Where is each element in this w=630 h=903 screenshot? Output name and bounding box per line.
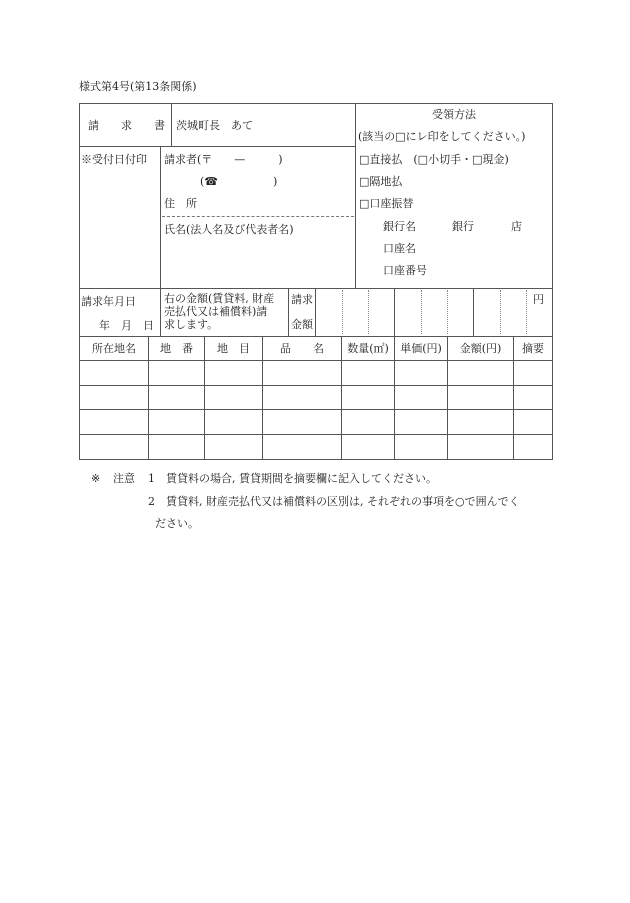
receipt-stamp-label: ※受付日付印 [81, 153, 147, 166]
amount-label-line1: 請求 [291, 293, 313, 306]
option-direct-payment[interactable]: □直接払 (□小切手・□現金) [359, 153, 509, 166]
note-2-continuation: ださい。 [155, 517, 199, 530]
column-header-unit-price: 単価(円) [400, 342, 442, 355]
form-title: 請 求 書 [88, 119, 165, 132]
addressee: 茨城町長 あて [176, 119, 253, 132]
option-account-transfer[interactable]: □口座振替 [359, 197, 414, 210]
column-header-remarks: 摘要 [522, 342, 544, 355]
column-header-item-name: 品 名 [280, 342, 324, 355]
amount-label-line2: 金額 [291, 318, 313, 331]
column-header-lot-number: 地 番 [160, 342, 193, 355]
claim-statement-line3: 求します。 [164, 318, 219, 331]
option-remote-payment[interactable]: □隔地払 [359, 175, 403, 188]
table-row[interactable] [80, 410, 552, 434]
payment-method-title: 受領方法 [432, 108, 476, 121]
note-2-number: 2 [148, 495, 155, 508]
notes-marker: ※ [91, 472, 101, 485]
claim-statement-line2: 売払代又は補償料)請 [164, 305, 268, 318]
table-row[interactable] [80, 386, 552, 409]
note-1-number: 1 [148, 472, 155, 485]
branch-label: 店 [511, 220, 522, 233]
claimant-address-label: 住 所 [164, 197, 197, 210]
column-header-quantity: 数量(㎡) [347, 342, 389, 355]
table-row[interactable] [80, 361, 552, 385]
note-1-text: 賃貸料の場合, 賃貸期間を摘要欄に記入してください。 [166, 472, 437, 485]
claim-date-field[interactable]: 年 月 日 [99, 319, 154, 332]
bank-name-label: 銀行名 [383, 220, 416, 233]
claimant-name-label: 氏名(法人名及び代表者名) [164, 223, 294, 236]
payment-method-instruction: (該当の□にレ印をしてください。) [358, 130, 526, 143]
yen-unit: 円 [533, 293, 544, 306]
column-header-land-category: 地 目 [217, 342, 250, 355]
note-2-text: 賃貸料, 財産売払代又は補償料の区別は, それぞれの事項を○で囲んでく [166, 495, 520, 508]
claim-statement-line1: 右の金額(賃貸料, 財産 [164, 292, 275, 305]
table-row[interactable] [80, 435, 552, 459]
claim-amount-field[interactable] [316, 289, 552, 336]
notes-label: 注意 [113, 472, 135, 485]
claimant-phone-label: (☎ ) [200, 175, 278, 188]
account-name-label: 口座名 [383, 242, 416, 255]
form-number: 様式第4号(第13条関係) [79, 80, 197, 93]
column-header-amount: 金額(円) [459, 342, 502, 355]
claimant-postal-label: 請求者(〒 — ) [164, 153, 283, 166]
claim-date-label: 請求年月日 [81, 295, 136, 308]
bank-label: 銀行 [452, 220, 474, 233]
account-number-label: 口座番号 [383, 264, 427, 277]
column-header-location: 所在地名 [92, 342, 136, 355]
